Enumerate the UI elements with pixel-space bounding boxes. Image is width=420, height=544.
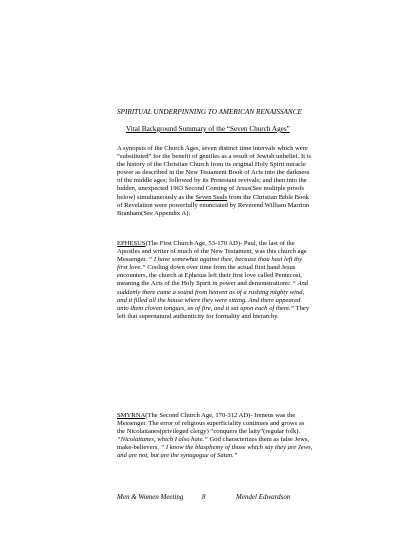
footer-left-text: Men & Women Meeting [117,493,184,501]
smyrna-heading: SMYRNA [117,412,146,419]
intro-text-2: (See multiple proofs below) simultaneously as the [117,185,304,201]
intro-jesus: Jesus [235,185,251,193]
footer-author: Mendel Edwardson [236,493,291,501]
intro-text-1: A synopsis of the Church Ages, seven distinct time intervals which were “substituted” for the benefit of gentiles as a result of Jewish unbelief. It is the history of the Christian Church from its original Holy Spirit miracle power as described in the New Testament Book of Acts into the darkness of the middle ages; followed by its Protestant revivals; and then into the hidden, unexpected 1963 Second Coming of [117,145,312,193]
intro-seven-seals: Seven Seals [195,193,228,201]
intro-paragraph [117,145,313,218]
ephesus-heading: EPHESUS [117,240,146,247]
section-subheading: Vital Background Summary of the “Seven Church Ages” [126,125,290,133]
ephesus-paragraph [117,240,313,321]
ephesus-quote-1: “ I have somewhat against thee, because thou hast left thy first love.” [117,256,303,272]
smyrna-text-1: (The Second Church Age, 170-312 AD)- Ireneus was the Messenger. The error of religious superficiality continues and grows as the Nicolaitanes(privileged clergy) “conquers the laity”(regular folk). [117,412,305,436]
intro-text-3: from the Christian Bible Book of Revelation were powerfully enunciated by Reverend William Marrion Branham(See Appendix A): [117,193,310,217]
smyrna-paragraph [117,412,313,461]
smyrna-text-2: God characterizes them as false Jews, make-believers. [117,436,310,452]
ephesus-quote-2: “ And suddenly there came a sound from heaven as of a rushing mighty wind, and it filled all the house where they were sitting. And there appeared unto them cloven tongues, as of fire, and it sat upon each of them.” [117,280,309,312]
footer-page-number: 8 [202,493,206,501]
ephesus-text-1: (The First Church Age, 53-170 AD)- Paul, the last of the Apostles and writer of much of the New Testament, was this church age Messenger. [117,240,307,264]
smyrna-quote-1: “Nicolaitanes, which I also hate.” [117,436,208,444]
ephesus-text-2: Cooling down over time from the actual first hand Jesus encounters, the church at Ephesus left their first love called Pentecost, meaning the Acts of the Holy Spirit in power and demonstrations: [117,264,302,288]
ephesus-text-3: They left that supernatural authenticity for formality and hierarchy. [117,304,310,320]
smyrna-quote-2: “ I know the blasphemy of those which say they are Jews, and are not, but are the synagogue of Satan.” [117,444,313,460]
running-header: SPIRITUAL UNDERPINNING TO AMERICAN RENAISSANCE [117,108,302,116]
